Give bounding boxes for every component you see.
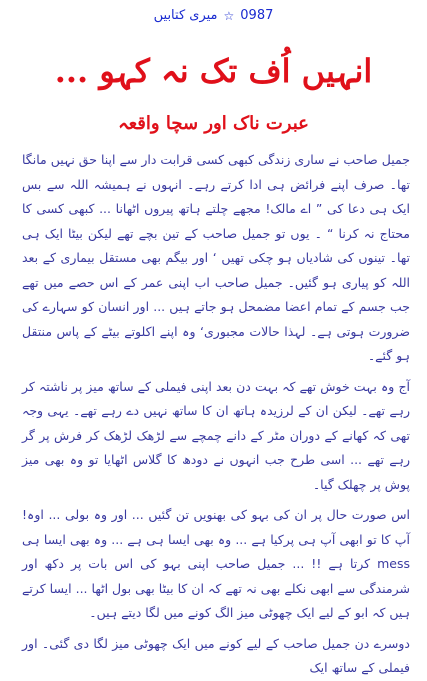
paragraph-4: دوسرے دن جمیل صاحب کے لیے کونے میں ایک چھوٹی میز لگا دی گئی۔ اور فیملی کے ساتھ ایک bbox=[22, 635, 410, 675]
paragraph-2: آج وہ بہت خوش تھے کہ بہت دن بعد اپنی فیملی کے ساتھ میز پر ناشتہ کر رہے تھے۔ لیکن ان کے لرزیدہ ہاتھ ان کا ساتھ نہیں دے رہے تھے۔ یہی وجہ تھی کہ کھانے کے دوران مٹر کے دانے چمچے سے لڑھک لڑھک کر فرش پر گر رہے تھے ... اسی طرح جب انہوں نے دودھ کا گلاس اٹھایا تو وہ بھی میز پوش پر چھلک گیا۔ bbox=[22, 378, 410, 492]
story-subtitle: عبرت ناک اور سچا واقعہ bbox=[118, 113, 309, 134]
page-header bbox=[0, 8, 427, 23]
paragraph-1: جمیل صاحب نے ساری زندگی کبھی کسی قرابت دار سے اپنا حق نہیں مانگا تھا۔ صرف اپنے فرائض ہی ادا کرتے رہے۔ انہوں نے ہمیشہ اللہ سے بس ایک ہی دعا کی ” اے مالک! مجھے چلتے ہاتھ پیروں اٹھانا ... کبھی کسی کا محتاج نہ کرنا “ ۔ یوں تو جمیل صاحب کے تین بچے تھے لیکن بیٹا ایک ہی تھا۔ تینوں کی شادیاں ہو چکی تھیں ‘ اور بیگم بھی مستقل بیماری کے بعد اللہ کو پیاری ہو گئیں۔ جمیل صاحب اب اپنی عمر کے اس حصے میں تھے جب جسم کے تمام اعضا مضمحل ہو جاتے ہیں ... اور انسان کو سہارے کی ضرورت ہوتی ہے۔ لہذا حالات مجبوری‘ وہ اپنے اکلوتے بیٹے کے پاس منتقل ہو گئے۔ bbox=[22, 152, 410, 363]
story-title: انہیں اُف تک نہ کہو ... bbox=[54, 52, 373, 90]
series-name: میری کتابیں bbox=[153, 8, 218, 23]
story-body bbox=[22, 148, 410, 681]
page-number: 0987 bbox=[240, 8, 274, 23]
paragraph-3: اس صورت حال پر ان کی بہو کی بھنویں تن گئیں ... اور وہ بولی ... اوہ! آپ کا تو ابھی آپ ہی پرکیا ہے ... وہ بھی ایسا ہی ہے ... وہ بھی ایسا ہی mess کرتا ہے !! ... جمیل صاحب اپنی بہو کی اس بات پر دکھ اور شرمندگی سے ابھی نکلے بھی نہ تھے کہ ان کا بیٹا بھی بول اٹھا ... ایسا کرتے ہیں کہ ابو کے لیے ایک چھوٹی میز الگ کونے میں لگا دیتے ہیں۔ bbox=[22, 507, 410, 620]
star-icon: ☆ bbox=[223, 8, 235, 23]
